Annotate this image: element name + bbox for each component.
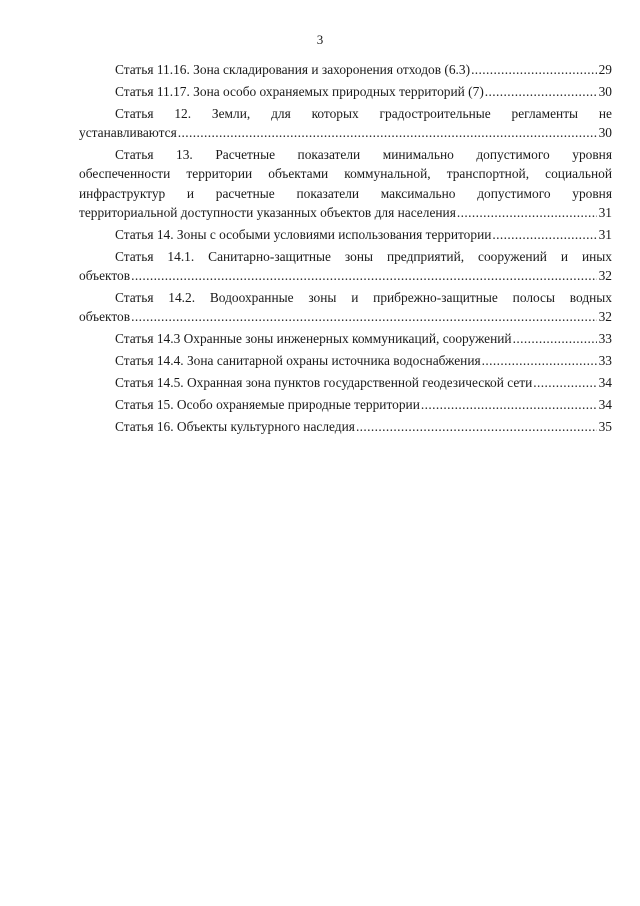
toc-entry-title: Статья 15. Особо охраняемые природные территории bbox=[115, 396, 420, 412]
toc-entry-last-line bbox=[79, 60, 612, 79]
toc-entry-last-line bbox=[79, 351, 612, 370]
toc-entry-last-line bbox=[79, 266, 612, 285]
toc-entry-last-line bbox=[79, 123, 612, 142]
toc-entry[interactable] bbox=[79, 288, 612, 327]
toc-entry-last-line bbox=[79, 82, 612, 101]
toc-entry-title: Статья 11.16. Зона складирования и захоронения отходов (6.3) bbox=[115, 62, 471, 77]
toc-entry-last-line bbox=[79, 225, 612, 244]
toc-entry-title: территориальной доступности указанных объектов для населения bbox=[79, 204, 456, 220]
toc-entry[interactable] bbox=[79, 373, 612, 392]
dot-leader bbox=[471, 60, 597, 79]
toc-entry[interactable] bbox=[79, 60, 612, 79]
toc-page-number: 35 bbox=[598, 418, 612, 434]
toc-entry[interactable] bbox=[79, 417, 612, 436]
toc-entry[interactable] bbox=[79, 247, 612, 286]
toc-page-number: 33 bbox=[598, 352, 612, 368]
toc-entry[interactable] bbox=[79, 82, 612, 101]
dot-leader bbox=[356, 417, 597, 436]
dot-leader bbox=[485, 82, 597, 101]
dot-leader bbox=[131, 307, 597, 326]
toc-page-number: 32 bbox=[598, 309, 612, 325]
toc-entry-title: Статья 11.17. Зона особо охраняемых природных территорий (7) bbox=[115, 83, 484, 99]
toc-page-number: 34 bbox=[598, 374, 612, 390]
dot-leader bbox=[513, 329, 597, 348]
toc-page-number: 31 bbox=[598, 204, 612, 220]
toc-entry-line: инфраструктур и расчетные показатели максимально допустимого уровня bbox=[79, 185, 612, 201]
dot-leader bbox=[421, 395, 597, 414]
toc-entry-title: устанавливаются bbox=[79, 125, 177, 141]
toc-entry-line: Статья 12. Земли, для которых градостроительные регламенты не bbox=[115, 105, 612, 121]
toc-page-number: 30 bbox=[598, 83, 612, 99]
toc-entry-title: Статья 16. Объекты культурного наследия bbox=[115, 418, 355, 434]
toc-entry-line: Статья 13. Расчетные показатели минимально допустимого уровня bbox=[115, 146, 612, 162]
dot-leader bbox=[131, 266, 597, 285]
toc-entry-last-line bbox=[79, 203, 612, 222]
dot-leader bbox=[457, 203, 597, 222]
toc-entry-line: Статья 14.2. Водоохранные зоны и прибрежно-защитные полосы водных bbox=[115, 289, 612, 305]
toc-page-number: 30 bbox=[598, 125, 612, 141]
toc-entry[interactable] bbox=[79, 104, 612, 143]
toc-page-number: 31 bbox=[598, 226, 612, 242]
toc-entry-last-line bbox=[79, 395, 612, 414]
dot-leader bbox=[533, 373, 596, 392]
toc-page-number: 33 bbox=[598, 331, 612, 347]
toc-page-number: 32 bbox=[598, 267, 612, 283]
toc-entry-title: объектов bbox=[79, 309, 131, 325]
dot-leader bbox=[482, 351, 597, 370]
toc-entry[interactable] bbox=[79, 225, 612, 244]
toc-page-number: 34 bbox=[598, 396, 612, 412]
toc-entry-title: объектов bbox=[79, 267, 131, 283]
toc-entry-title: Статья 14.4. Зона санитарной охраны источника водоснабжения bbox=[115, 352, 481, 368]
toc-entry[interactable] bbox=[79, 395, 612, 414]
page-number: 3 bbox=[316, 32, 324, 47]
toc-entry[interactable] bbox=[79, 329, 612, 348]
table-of-contents bbox=[79, 60, 612, 438]
toc-entry-title: Статья 14. Зоны с особыми условиями использования территории bbox=[115, 226, 492, 242]
dot-leader bbox=[492, 225, 596, 244]
toc-entry-last-line bbox=[79, 329, 612, 348]
toc-entry-title: Статья 14.3 Охранные зоны инженерных коммуникаций, сооружений bbox=[115, 331, 512, 347]
toc-entry-last-line bbox=[79, 417, 612, 436]
toc-entry-last-line bbox=[79, 307, 612, 326]
toc-entry-last-line bbox=[79, 373, 612, 392]
toc-page-number: 29 bbox=[598, 62, 612, 77]
toc-entry[interactable] bbox=[79, 145, 612, 222]
toc-entry-line: Статья 14.1. Санитарно-защитные зоны предприятий, сооружений и иных bbox=[115, 248, 612, 264]
toc-entry-title: Статья 14.5. Охранная зона пунктов государственной геодезической сети bbox=[115, 374, 533, 390]
toc-entry-line: обеспеченности территории объектами коммунальной, транспортной, социальной bbox=[79, 166, 612, 182]
dot-leader bbox=[178, 123, 597, 142]
toc-entry[interactable] bbox=[79, 351, 612, 370]
